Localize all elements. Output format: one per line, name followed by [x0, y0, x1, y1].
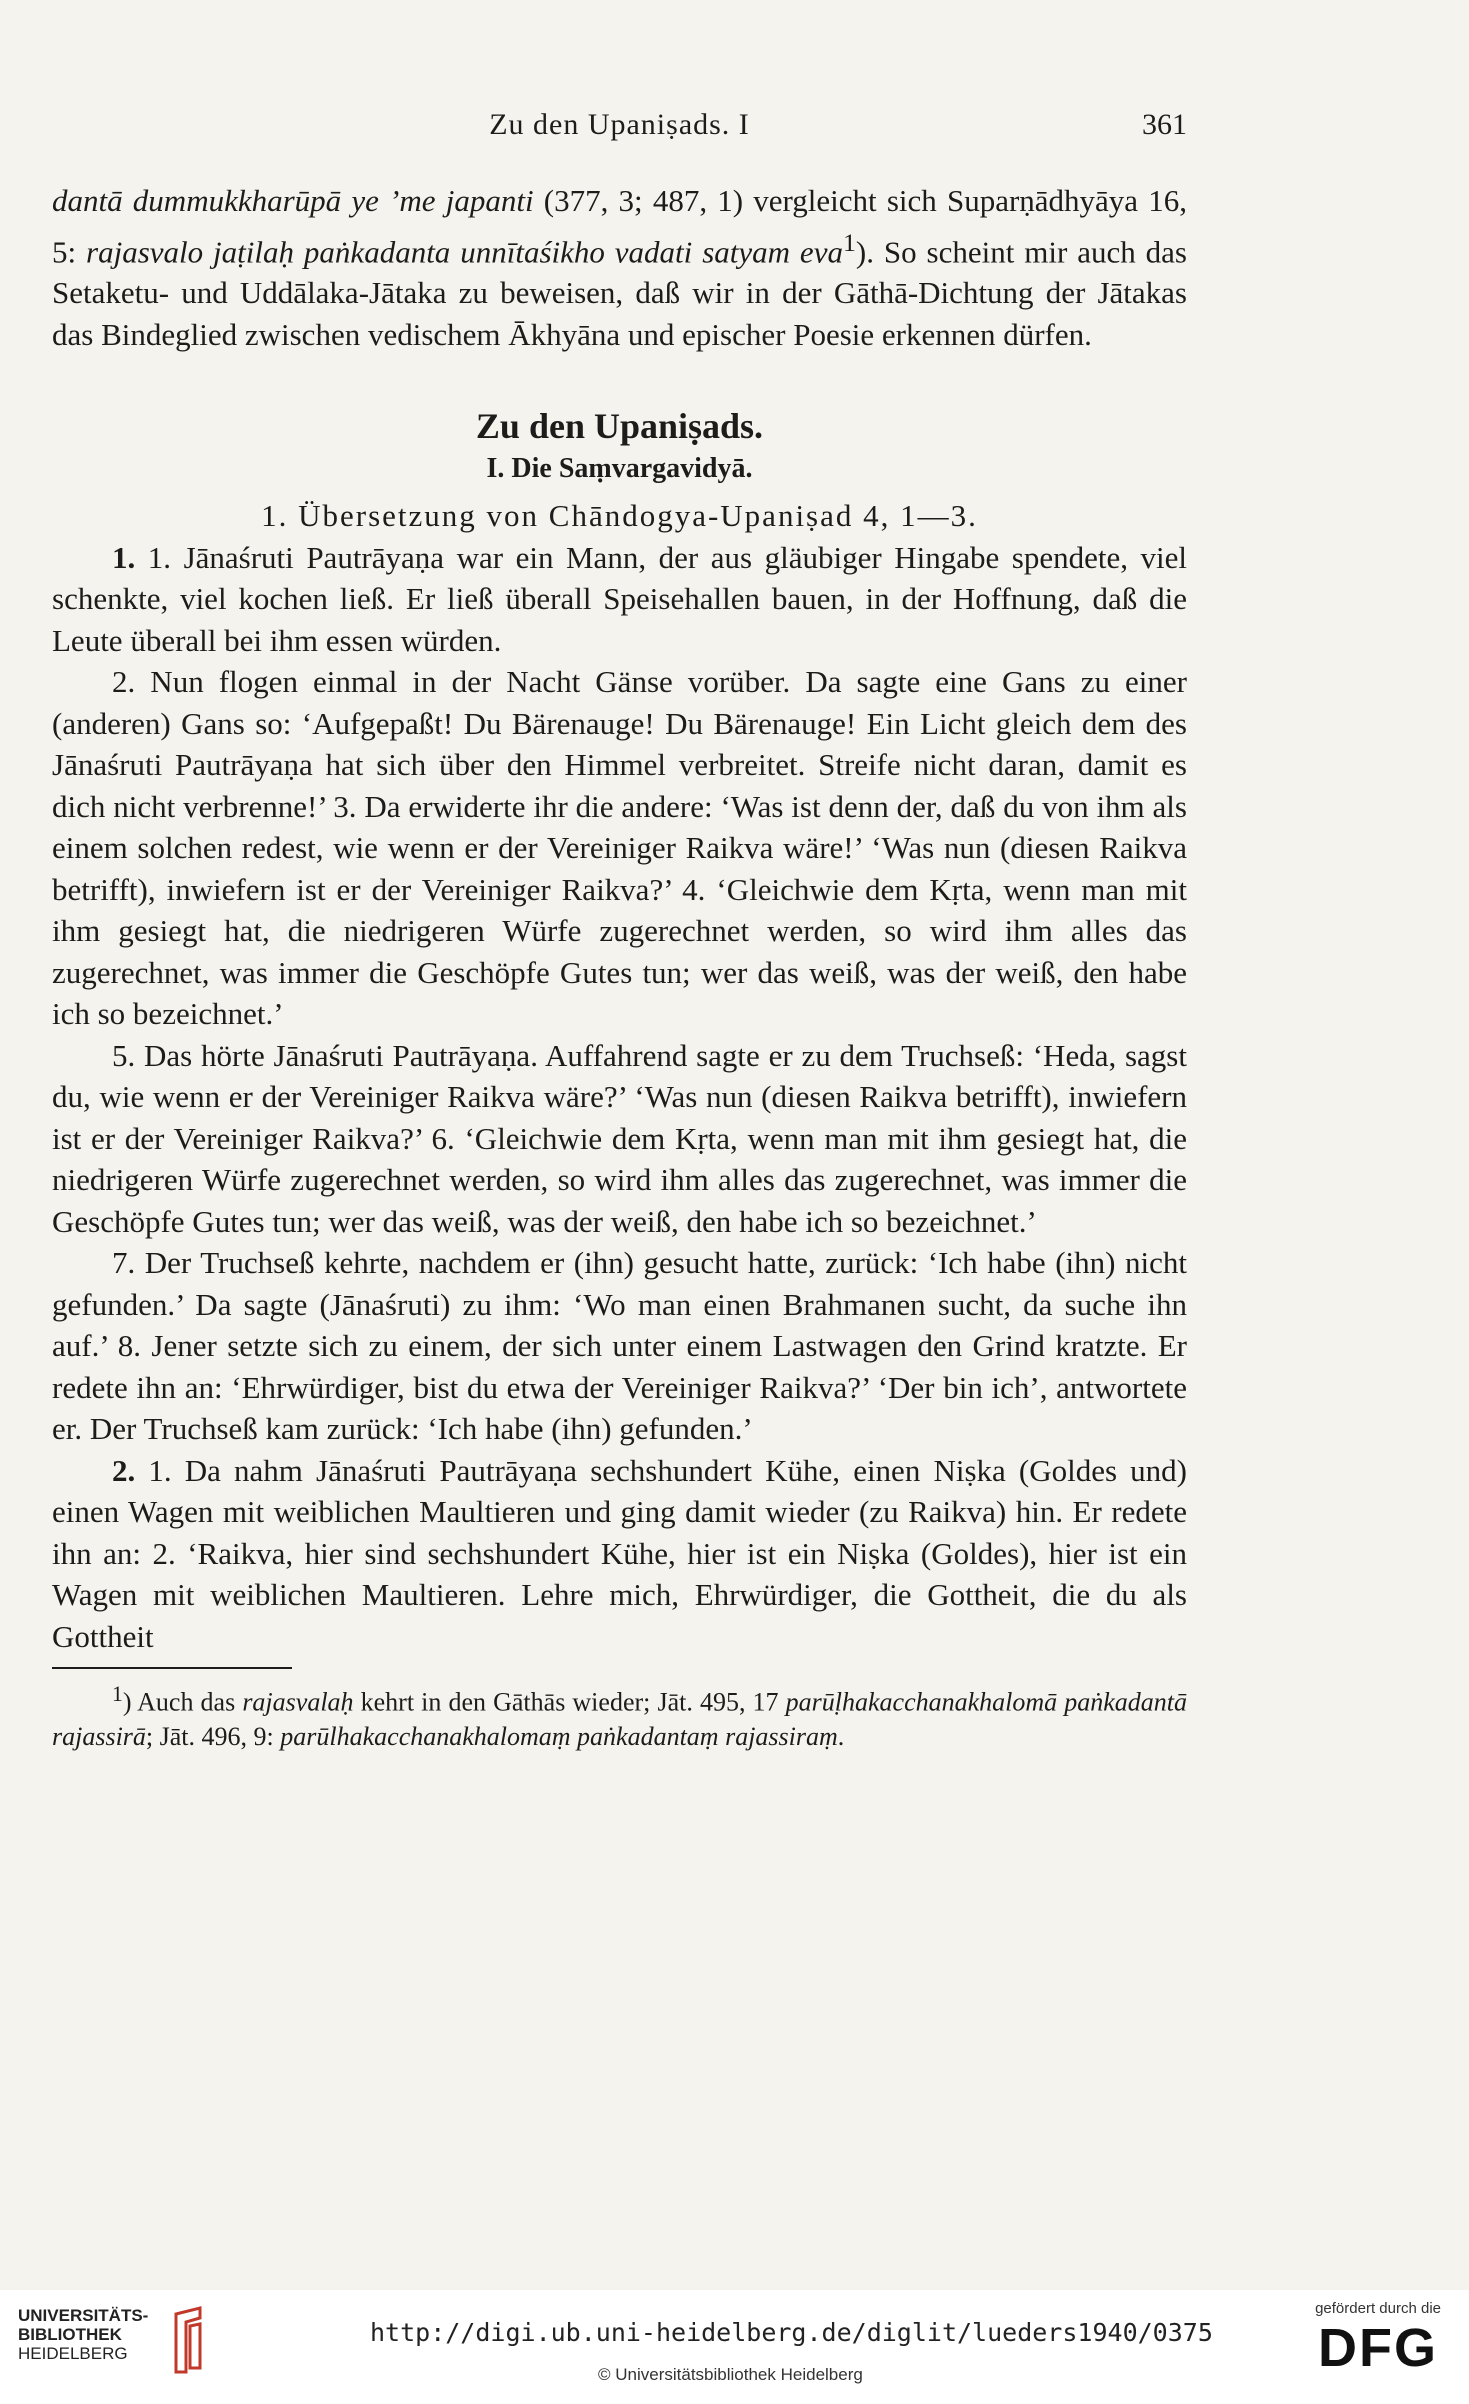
permalink-url[interactable]: http://digi.ub.uni-heidelberg.de/diglit/lueders1940/0375 — [370, 2318, 1213, 2347]
library-logo — [18, 2306, 148, 2363]
funding-note: gefördert durch die — [1315, 2300, 1441, 2317]
paragraph-4: 7. Der Truchseß kehrte, nachdem er (ihn) gesucht hatte, zurück: ‘Ich habe (ihn) nicht gefunden.’ Da sagte (Jānaśruti) zu ihm: ‘Wo man einen Brahmanen sucht, da suche ihn auf.’ 8. Jener setzte sich zu einem, der sich unter einem Lastwagen den Grind kratzte. Er redete ihn an: ‘Ehrwürdiger, bist du etwa der Vereiniger Raikva?’ ‘Der bin ich’, antwortete er. Der Truchseß kam zurück: ‘Ich habe (ihn) gefunden.’ — [52, 1245, 1187, 1447]
paragraph-1 — [52, 537, 1187, 662]
intro-text-2: ). So scheint mir auch das Setaketu- und Uddālaka-Jātaka zu beweisen, daß wir in der Gāthā-Dichtung der Jātakas das Bindeglied zwischen vedischem Ākhyāna und epischer Poesie erkennen dürfen. — [52, 233, 1187, 352]
chapter-heading: Zu den Upaniṣads. — [475, 406, 764, 447]
page-number: 361 — [1142, 108, 1187, 141]
paragraph-text: 1. Da nahm Jānaśruti Pautrāyaṇa sechshundert Kühe, einen Niṣka (Goldes und) einen Wagen mit weiblichen Maultieren und ging damit wieder (zu Raikva) hin. Er redete ihn an: 2. ‘Raikva, hier sind sechshundert Kühe, hier ist ein Niṣka (Goldes), hier ist ein Wagen mit weiblichen Maultieren. Lehre mich, Ehrwürdiger, die Gottheit, die du als Gottheit — [52, 1452, 1187, 1654]
intro-paragraph — [52, 180, 1187, 355]
digitization-footer — [0, 2290, 1469, 2404]
footnote-mark: 1 — [112, 1682, 123, 1707]
intro-quote-1: dantā dummukkharūpā ye ’me japanti — [52, 183, 534, 218]
footnote-text: ; Jāt. 496, 9: — [145, 1721, 281, 1751]
footnote-quote: rajasvalaḥ — [242, 1687, 354, 1717]
footnote-text: . — [837, 1721, 845, 1751]
paragraph-5 — [52, 1450, 1187, 1658]
library-line: UNIVERSITÄTS- — [18, 2306, 149, 2325]
copyright-notice: © Universitätsbibliothek Heidelberg — [598, 2365, 863, 2384]
running-title: Zu den Upaniṣads. I — [489, 108, 750, 141]
footnote — [52, 1677, 1187, 1754]
intro-quote-2: rajasvalo jaṭilaḥ paṅkadanta unnītaśikho vadati satyam eva — [86, 233, 843, 269]
running-header — [52, 108, 1187, 152]
dfg-wordmark: DFG — [1318, 2318, 1439, 2378]
paragraph-3: 5. Das hörte Jānaśruti Pautrāyaṇa. Auffahrend sagte er zu dem Truchseß: ‘Heda, sagst du, wie wenn er der Vereiniger Raikva wäre?’ ‘Was nun (diesen Raikva betrifft), inwiefern ist er der Vereiniger Raikva?’ 6. ‘Gleichwie dem Kṛta, wenn man mit ihm gesiegt hat, die niedrigeren Würfe zugerechnet werden, so wird ihm alles das zugerechnet, was immer die Geschöpfe Gutes tun; wer das weiß, was der weiß, den habe ich so bezeichnet.’ — [52, 1037, 1187, 1239]
chapter-subheading: I. Die Saṃvargavidyā. — [486, 453, 753, 485]
footnote-text: ) Auch das — [122, 1687, 243, 1717]
text-body — [52, 180, 1187, 1754]
footnote-quote: parūḷhakacchanakhalomā paṅkadantā rajassirā — [52, 1687, 1188, 1751]
library-line: BIBLIOTHEK — [18, 2325, 122, 2344]
dfg-logo — [1315, 2300, 1441, 2379]
footnote-text: kehrt in den Gāthās wieder; Jāt. 495, 17 — [353, 1687, 786, 1717]
footnote-divider — [52, 1667, 292, 1669]
library-line: HEIDELBERG — [18, 2344, 128, 2363]
paragraph-2: 2. Nun flogen einmal in der Nacht Gänse vorüber. Da sagte eine Gans zu einer (anderen) Gans so: ‘Aufgepaßt! Du Bärenauge! Du Bärenauge! Ein Licht gleich dem des Jānaśruti Pautrāyaṇa hat sich über den Himmel verbreitet. Streife nicht daran, damit es dich nicht verbrenne!’ 3. Da erwiderte ihr die andere: ‘Was ist denn der, daß du von ihm als einem solchen redest, wie wenn er der Vereiniger Raikva wäre!’ ‘Was nun (diesen Raikva betrifft), inwiefern ist er der Vereiniger Raikva?’ 4. ‘Gleichwie dem Kṛta, wenn man mit ihm gesiegt hat, die niedrigeren Würfe zugerechnet werden, so wird ihm alles das zugerechnet, was immer die Geschöpfe Gutes tun; wer das weiß, was der weiß, den habe ich so bezeichnet.’ — [52, 664, 1187, 1032]
paragraph-number: 1. — [112, 539, 136, 575]
footnote-quote: parūlhakacchanakhalomaṃ paṅkadantaṃ rajassiraṃ — [280, 1721, 838, 1751]
paragraph-text: 1. Jānaśruti Pautrāyaṇa war ein Mann, der aus gläubiger Hingabe spendete, viel schenkte, viel kochen ließ. Er ließ überall Speisehallen bauen, in der Hoffnung, daß die Leute überall bei ihm essen würden. — [52, 539, 1187, 658]
footnote-reference[interactable]: 1 — [842, 227, 856, 257]
paragraph-number: 2. — [112, 1452, 136, 1488]
library-emblem-icon — [168, 2306, 208, 2376]
section-title: 1. Übersetzung von Chāndogya-Upaniṣad 4, 1—3. — [261, 498, 978, 534]
intro-text-1: (377, 3; 487, 1) vergleicht sich Suparṇādhyāya 16, 5: — [52, 183, 1187, 269]
